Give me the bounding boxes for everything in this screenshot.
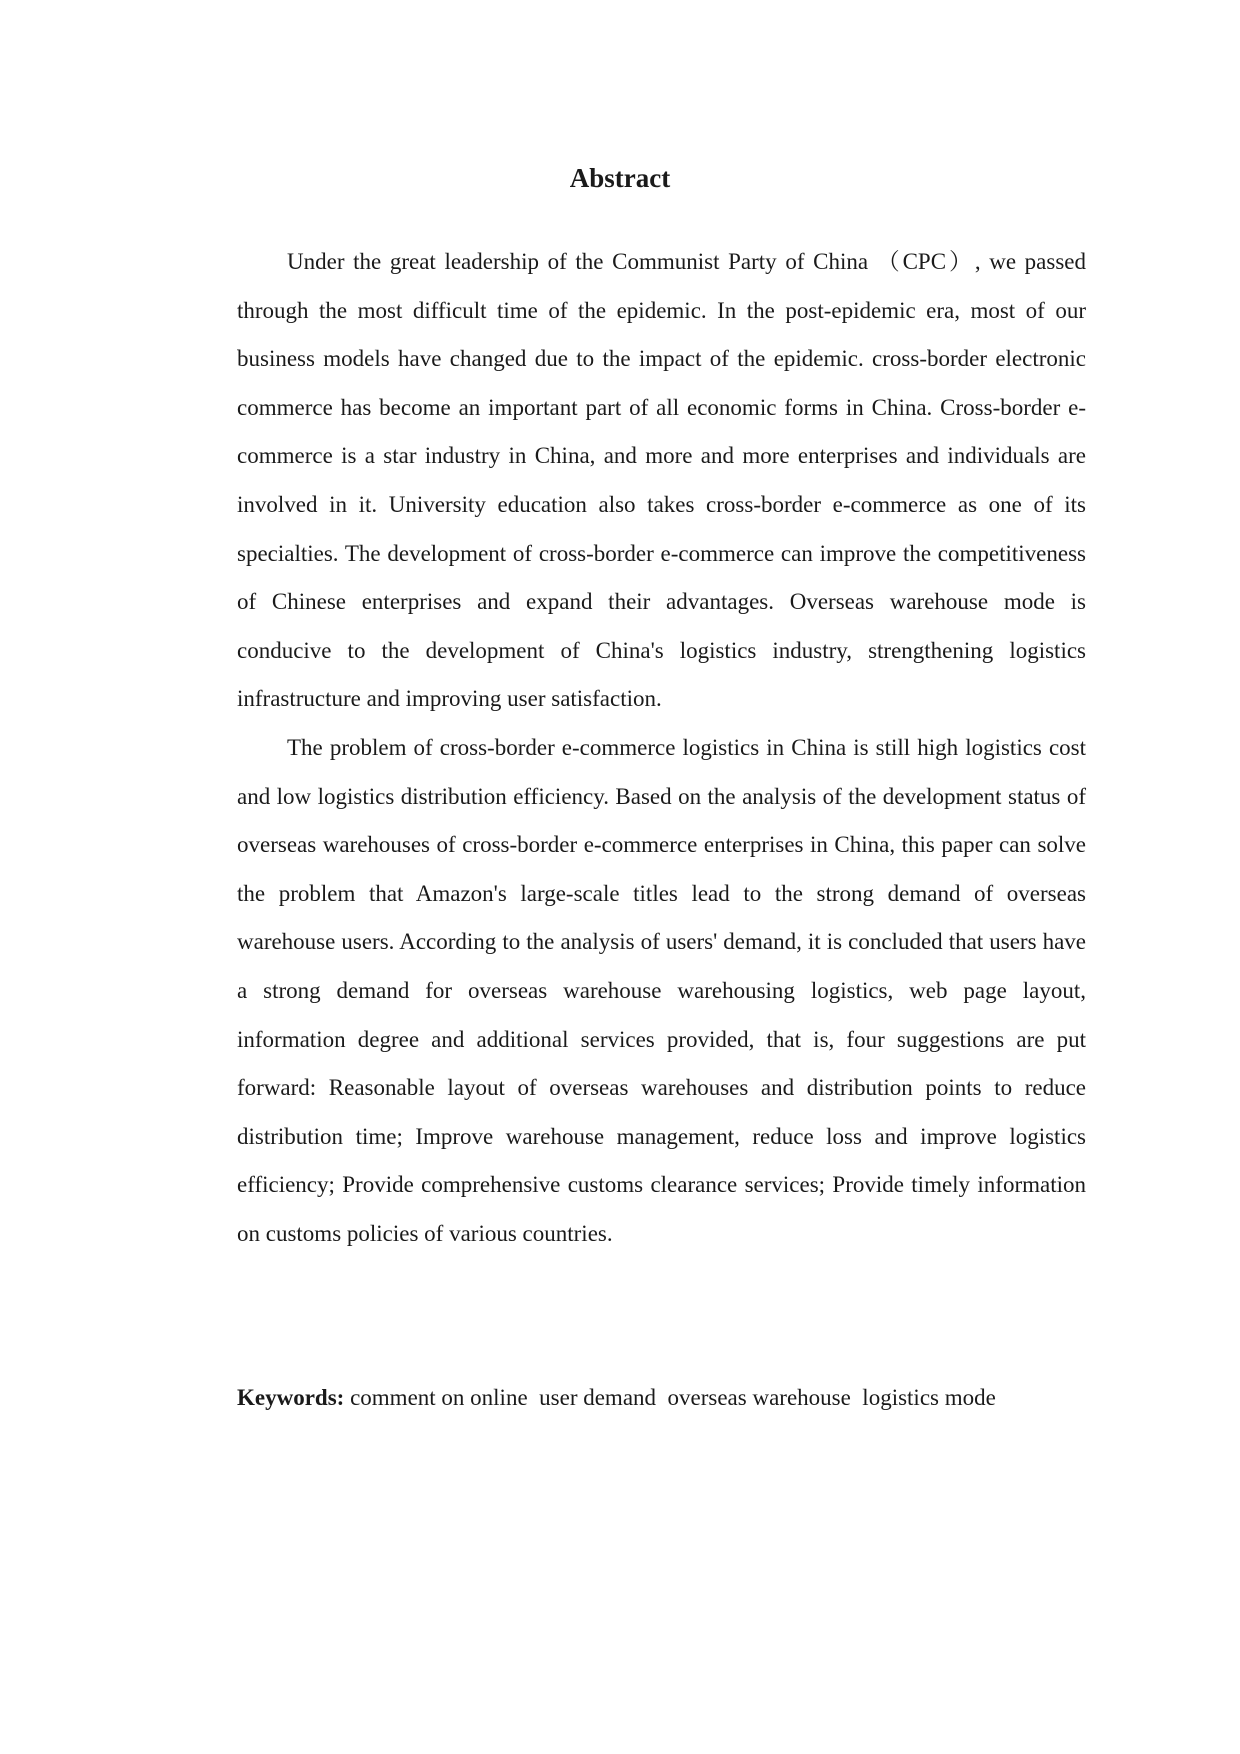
keywords-label: Keywords: bbox=[237, 1385, 345, 1410]
page-title: Abstract bbox=[569, 163, 671, 193]
abstract-paragraph-1: Under the great leadership of the Communist Party of China （CPC）, we passed through the most difficult time of the epidemic. In the post-epidemic era, most of our business models have changed due to the impact of the epidemic. cross-border electronic commerce has become an important part of all economic forms in China. Cross-border e-commerce is a star industry in China, and more and more enterprises and individuals are involved in it. University education also takes cross-border e-commerce as one of its specialties. The development of cross-border e-commerce can improve the competitiveness of Chinese enterprises and expand their advantages. Overseas warehouse mode is conducive to the development of China's logistics industry, strengthening logistics infrastructure and improving user satisfaction. bbox=[237, 249, 1086, 712]
abstract-body bbox=[237, 238, 1086, 1258]
keywords-line bbox=[237, 1378, 1086, 1418]
keywords-list: comment on online user demand overseas warehouse logistics mode bbox=[350, 1385, 996, 1410]
abstract-paragraph-2: The problem of cross-border e-commerce logistics in China is still high logistics cost and low logistics distribution efficiency. Based on the analysis of the development status of overseas warehouses of cross-border e-commerce enterprises in China, this paper can solve the problem that Amazon's large-scale titles lead to the strong demand of overseas warehouse users. According to the analysis of users' demand, it is concluded that users have a strong demand for overseas warehouse warehousing logistics, web page layout, information degree and additional services provided, that is, four suggestions are put forward: Reasonable layout of overseas warehouses and distribution points to reduce distribution time; Improve warehouse management, reduce loss and improve logistics efficiency; Provide comprehensive customs clearance services; Provide timely information on customs policies of various countries. bbox=[237, 734, 1086, 1246]
